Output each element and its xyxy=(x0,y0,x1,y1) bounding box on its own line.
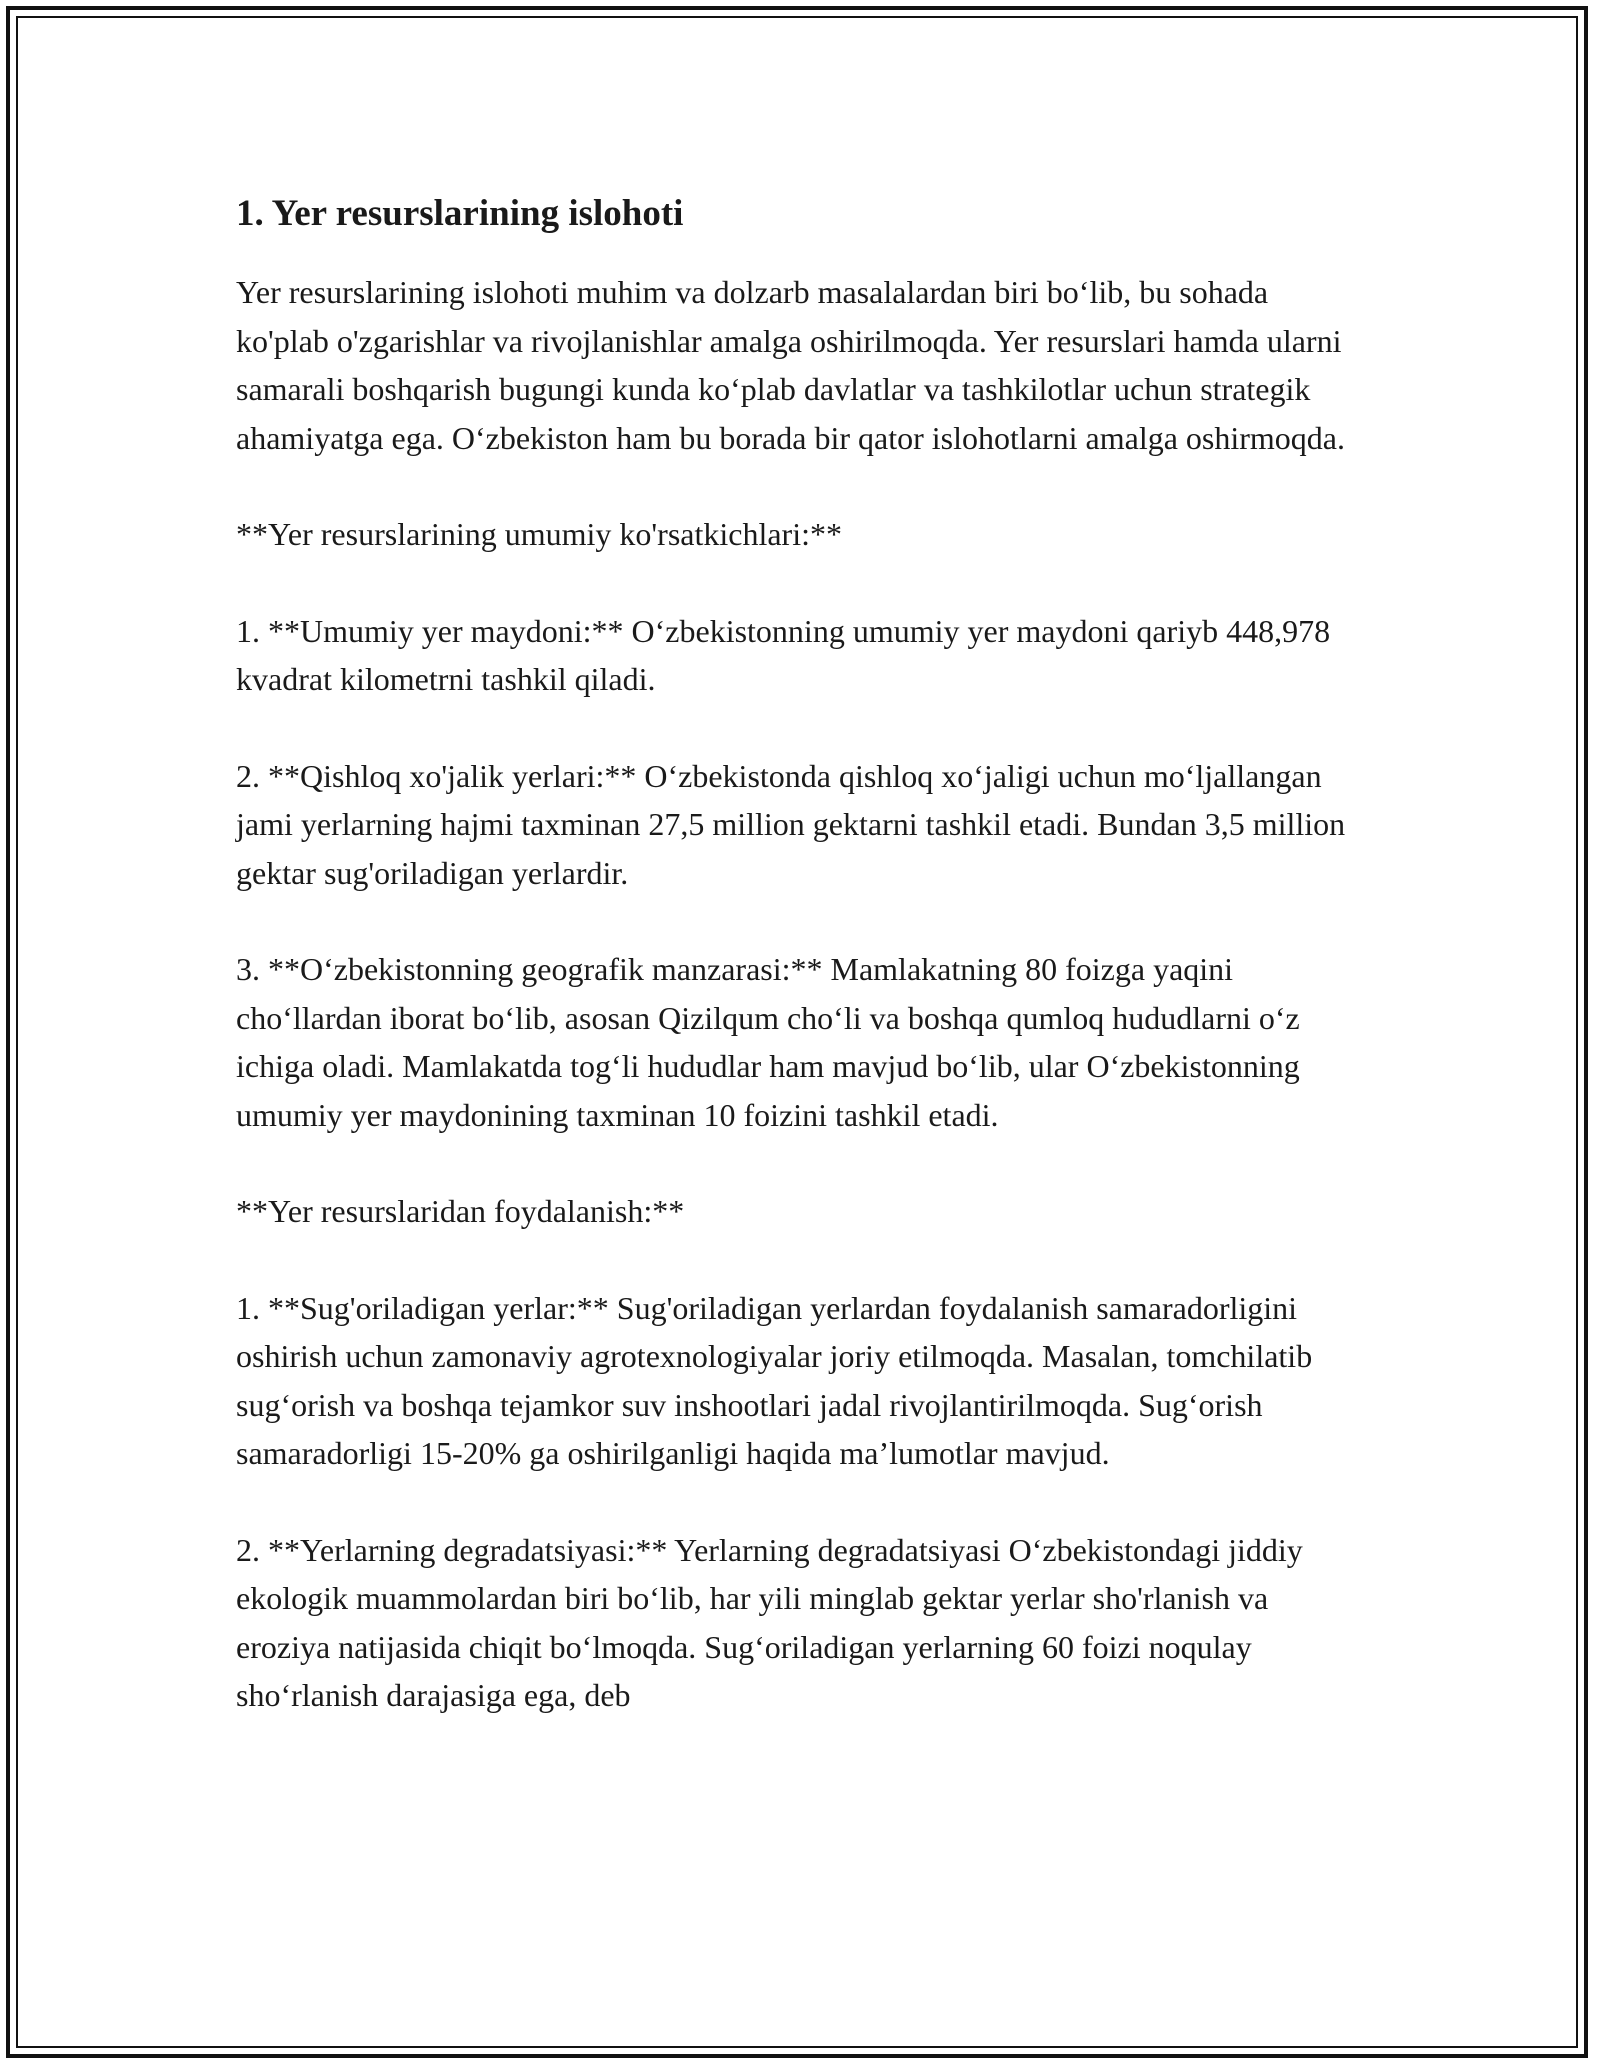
intro-paragraph: Yer resurslarining islohoti muhim va dolzarb masalalardan biri bo‘lib, bu sohada ko'plab o'zgarishlar va rivojlanishlar amalga oshirilmoqda. Yer resurslari hamda ularni samarali boshqarish bugungi kunda ko‘plab davlatlar va tashkilotlar uchun strategik ahamiyatga ega. O‘zbekiston ham bu borada bir qator islohotlarni amalga oshirmoqda. xyxy=(236,274,1345,456)
section-heading: 1. Yer resurslarining islohoti xyxy=(236,193,684,234)
indicators-subheading: **Yer resurslarining umumiy ko'rsatkichlari:** xyxy=(236,516,842,552)
list-item-irrigated-land: 1. **Sug'oriladigan yerlar:** Sug'oriladigan yerlardan foydalanish samaradorligini oshirish uchun zamonaviy agrotexnologiyalar joriy etilmoqda. Masalan, tomchilatib sug‘orish va boshqa tejamkor suv inshootlari jadal rivojlantirilmoqda. Sug‘orish samaradorligi 15-20% ga oshirilganligi haqida ma’lumotlar mavjud. xyxy=(236,1289,1313,1471)
usage-subheading: **Yer resurslaridan foydalanish:** xyxy=(236,1193,685,1229)
list-item-geography: 3. **O‘zbekistonning geografik manzarasi:** Mamlakatning 80 foizga yaqini cho‘llardan iborat bo‘lib, asosan Qizilqum cho‘li va boshqa qumloq hududlarni o‘z ichiga oladi. Mamlakatda tog‘li hududlar ham mavjud bo‘lib, ular O‘zbekistonning umumiy yer maydonining taxminan 10 foizini tashkil etadi. xyxy=(236,951,1300,1133)
list-item-agricultural-land: 2. **Qishloq xo'jalik yerlari:** O‘zbekistonda qishloq xo‘jaligi uchun mo‘ljallangan jami yerlarning hajmi taxminan 27,5 million gektarni tashkil etadi. Bundan 3,5 million gektar sug'oriladigan yerlardir. xyxy=(236,757,1346,891)
document-page xyxy=(236,190,1366,1720)
list-item-degradation: 2. **Yerlarning degradatsiyasi:** Yerlarning degradatsiyasi O‘zbekistondagi jiddiy ekologik muammolardan biri bo‘lib, har yili minglab gektar yerlar sho'rlanish va eroziya natijasida chiqit bo‘lmoqda. Sug‘oriladigan yerlarning 60 foizi noqulay sho‘rlanish darajasiga ega, deb xyxy=(236,1531,1303,1713)
list-item-total-area: 1. **Umumiy yer maydoni:** O‘zbekistonning umumiy yer maydoni qariyb 448,978 kvadrat kilometrni tashkil qiladi. xyxy=(236,612,1331,697)
